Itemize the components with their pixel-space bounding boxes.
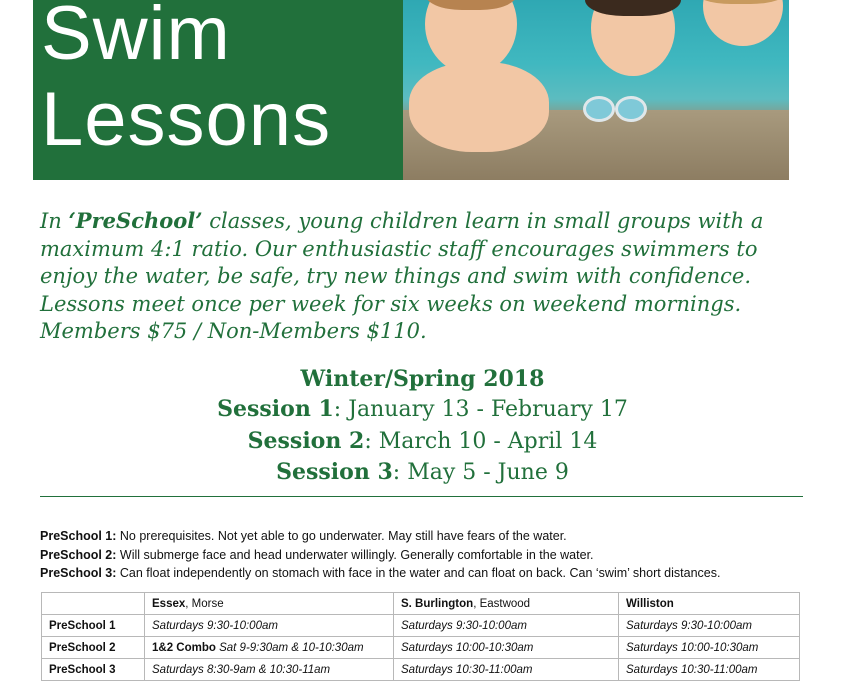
divider <box>40 496 803 497</box>
session-label: Session 3 <box>276 459 393 485</box>
location-site: , Morse <box>185 597 224 610</box>
burlington-time-cell: Saturdays 10:00-10:30am <box>394 637 619 659</box>
time-text: Saturdays 8:30-9am & 10:30-11am <box>152 663 331 676</box>
table-header-row <box>42 593 800 615</box>
goggles-icon <box>583 96 615 122</box>
session-dates-text: : January 13 - February 17 <box>333 397 628 422</box>
essex-time-cell <box>145 637 394 659</box>
essex-time-cell <box>145 659 394 681</box>
table-row <box>42 615 800 637</box>
header-essex <box>145 593 394 615</box>
session-row <box>0 394 845 426</box>
session-row <box>0 457 845 489</box>
location-name: Essex <box>152 597 186 610</box>
essex-time-cell <box>145 615 394 637</box>
level-text: Will submerge face and head underwater willingly. Generally comfortable in the water. <box>116 547 594 562</box>
level-item <box>40 564 830 583</box>
combo-label: 1&2 Combo <box>152 641 220 654</box>
title-line-lessons: Lessons <box>41 77 332 162</box>
table-row <box>42 637 800 659</box>
location-site: , Eastwood <box>473 597 531 610</box>
level-cell: PreSchool 2 <box>42 637 145 659</box>
description-pre: In <box>40 209 69 233</box>
header-empty-cell <box>42 593 145 615</box>
level-cell: PreSchool 3 <box>42 659 145 681</box>
location-name: Williston <box>626 597 674 610</box>
williston-time-cell: Saturdays 10:30-11:00am <box>619 659 800 681</box>
table-row <box>42 659 800 681</box>
header-williston <box>619 593 800 615</box>
level-item <box>40 527 830 546</box>
description-body: classes, young children learn in small groups with a maximum 4:1 ratio. Our enthusiastic staff encourages swimmers to enjoy the water, be safe, try new things and swim with confidence. Lessons meet once per week for six weeks on weekend mornings. Members $75 / Non-Members $110. <box>40 209 764 343</box>
session-dates <box>0 364 845 489</box>
level-label: PreSchool 3: <box>40 566 117 580</box>
title-line-swim: Swim <box>41 0 231 76</box>
level-label: PreSchool 2: <box>40 547 117 562</box>
goggles-icon <box>615 96 647 122</box>
session-dates-text: : May 5 - June 9 <box>392 460 569 485</box>
level-text: Can float independently on stomach with face in the water and can float on back. Can ‘swim’ short distances. <box>116 566 721 580</box>
header-burlington <box>394 593 619 615</box>
season-title: Winter/Spring 2018 <box>300 366 545 392</box>
child-face-right <box>703 0 783 46</box>
kids-in-pool-photo <box>403 0 789 180</box>
session-label: Session 1 <box>217 396 334 422</box>
level-cell: PreSchool 1 <box>42 615 145 637</box>
time-text: Sat 9-9:30am & 10-10:30am <box>219 641 364 654</box>
program-description <box>40 207 810 346</box>
session-dates-text: : March 10 - April 14 <box>364 428 598 454</box>
williston-time-cell: Saturdays 9:30-10:00am <box>619 615 800 637</box>
hero-banner <box>33 0 789 180</box>
time-text: Saturdays 9:30-10:00am <box>152 619 278 632</box>
burlington-time-cell: Saturdays 9:30-10:00am <box>394 615 619 637</box>
level-label: PreSchool 1: <box>40 529 117 543</box>
level-descriptions <box>40 527 830 583</box>
child-body-left <box>409 62 549 152</box>
session-row <box>0 426 845 458</box>
schedule-table <box>41 592 800 681</box>
session-label: Session 2 <box>247 427 365 454</box>
location-name: S. Burlington <box>401 597 474 610</box>
title-panel <box>33 0 403 180</box>
description-highlight: ‘PreSchool’ <box>68 208 203 233</box>
williston-time-cell: Saturdays 10:00-10:30am <box>619 637 800 659</box>
burlington-time-cell: Saturdays 10:30-11:00am <box>394 659 619 681</box>
level-item <box>40 546 830 565</box>
level-text: No prerequisites. Not yet able to go underwater. May still have fears of the water. <box>116 529 567 543</box>
